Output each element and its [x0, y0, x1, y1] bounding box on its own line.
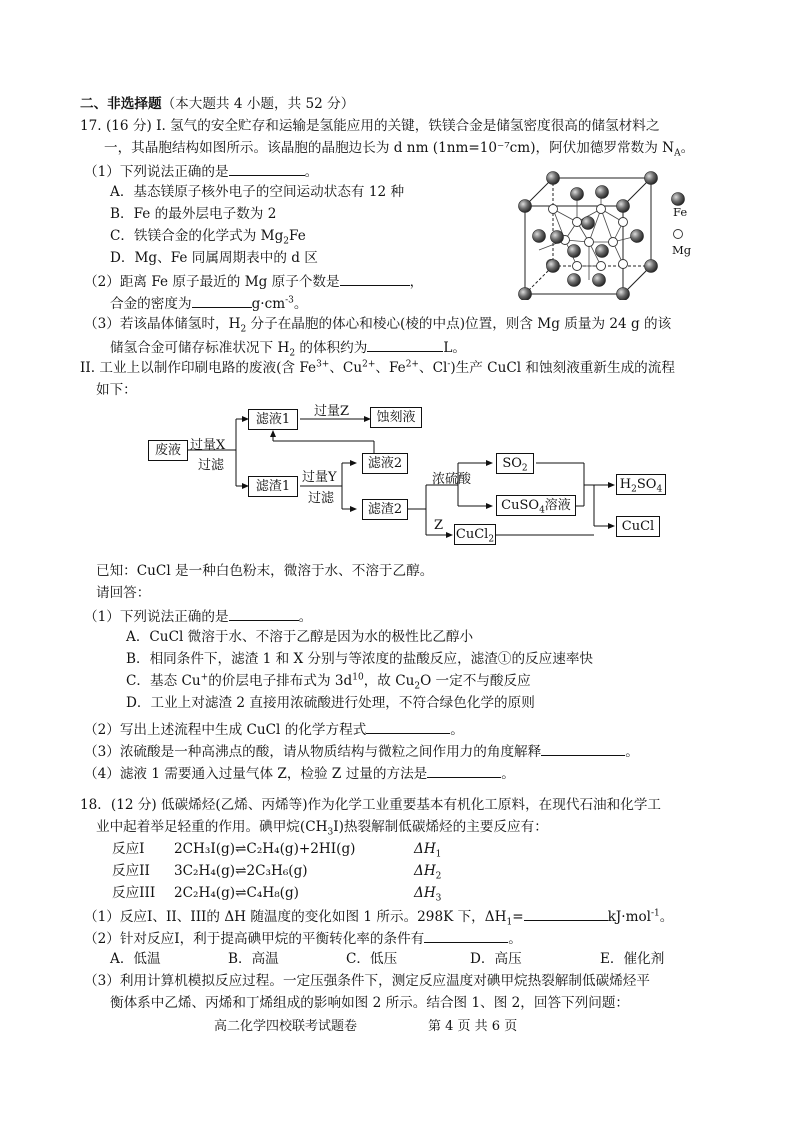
q18-part3-line1: （3）利用计算机模拟反应过程。一定压强条件下，测定反应温度对碘甲烷热裂解制低碳烯烃平 [84, 973, 650, 989]
q17-ii-option-d: D．工业上对滤渣 2 直接用浓硫酸进行处理，不符合绿色化学的原则 [126, 695, 535, 711]
q17-p2-end: ， [409, 274, 424, 290]
q17-part2 [84, 271, 423, 291]
flow-label-filter1: 过滤 [198, 458, 225, 473]
ii-p3-end: 。 [625, 744, 639, 760]
q17-p2b-unit: g·cm [251, 296, 286, 312]
q17-intro2-text: 一，其晶胞结构如图所示。该晶胞的晶胞边长为 d nm (1nm=10⁻⁷cm)，阿伏加德罗常数为 N [104, 140, 675, 156]
flow-box-residue1: 滤渣1 [248, 476, 298, 497]
q17-p3b-mid: 的体积约为 [295, 340, 368, 356]
q17-intro-line1: 17. (16 分) I. 氢气的安全贮存和运输是氢能应用的关键，铁镁合金是储氢密度很高的储氢材料之 [80, 118, 660, 134]
q18-intro2b: I)热裂解制低碳烯烃的主要反应有： [333, 819, 548, 835]
answer-blank [524, 906, 608, 921]
q18-choice-e: E．催化剂 [600, 951, 665, 967]
q18-intro-line1: 18．(12 分) 低碳烯烃(乙烯、丙烯等)作为化学工业重要基本有机化工原料，在现代石油和化学工 [80, 797, 662, 813]
q17-known-note: 已知：CuCl 是一种白色粉末，微溶于水、不溶于乙醇。 [96, 563, 434, 579]
q17-ii-option-b: B．相同条件下，滤渣 1 和 X 分别与等浓度的盐酸反应，滤渣①的反应速率快 [126, 651, 594, 667]
q17-part-ii-line2: 如下： [96, 382, 137, 398]
ii-text-c: 、Fe [375, 360, 406, 376]
q18-p1-unit: kJ·mol [607, 909, 652, 925]
answer-blank [424, 928, 508, 943]
ii-c-sup2: 10 [352, 672, 364, 683]
q18-part3-line2: 衡体系中乙烯、丙烯和丁烯组成的影响如图 2 所示。结合图 1、图 2，回答下列问题： [110, 995, 630, 1011]
ii-text-e: )生产 CuCl 和蚀刻液重新生成的流程 [450, 360, 675, 376]
flow-box-etchant: 蚀刻液 [370, 407, 422, 428]
ii-p2-end: 。 [450, 722, 464, 738]
q17-p3a-end: 分子在晶胞的体心和棱心(棱的中点)位置，则含 Mg 质量为 24 g 的该 [246, 316, 672, 332]
q17-p3b-text: 储氢合金可储存标准状况下 H [110, 340, 290, 356]
q17-intro2-end: 。 [680, 140, 695, 156]
ii-p1-text: （1）下列说法正确的是 [84, 609, 229, 625]
legend-fe-label: Fe [673, 205, 688, 219]
q18-choice-b: B．高温 [228, 951, 279, 967]
q18-intro-line2 [96, 818, 548, 836]
q17-ii-part1 [84, 606, 312, 626]
q17-intro-line2 [104, 139, 694, 157]
q18-p1a: （1）反应I、II、III的 ΔH 随温度的变化如图 1 所示。298K 下，ΔH [84, 909, 507, 925]
answer-blank [367, 337, 443, 352]
ii-c-sup1: + [200, 672, 209, 683]
ii-c2: 的价层电子排布式为 3d [208, 673, 353, 689]
q17-part3a [84, 315, 671, 333]
answer-blank [229, 161, 305, 176]
q17-p2b-sup: -3 [285, 295, 294, 306]
legend-mg-label: Mg [672, 243, 692, 257]
reaction-2-equation: 3C₂H₄(g)⇌2C₃H₆(g) [174, 863, 308, 879]
answer-blank [427, 763, 501, 778]
footer-title: 高二化学四校联考试题卷 [214, 1019, 358, 1034]
reaction-1-equation: 2CH₃I(g)⇌C₂H₄(g)+2HI(g) [174, 841, 356, 857]
flow-label-conc-acid: 浓硫酸 [432, 472, 472, 487]
section-title: 二、非选择题 [80, 96, 162, 112]
ii-c1: C．基态 Cu [126, 673, 201, 689]
q18-p1-end: 。 [659, 909, 674, 925]
h2so4-so: SO [636, 477, 657, 492]
flow-label-excess-y: 过量Y [302, 470, 337, 485]
reaction-2-label: 反应II [112, 863, 150, 879]
flow-box-cucl2 [454, 524, 496, 545]
reaction-3-label: 反应III [112, 885, 156, 901]
ii-text-d: 、Cl [418, 360, 448, 376]
reaction-2-dh [414, 862, 441, 880]
flow-box-filtrate2: 滤液2 [362, 453, 408, 474]
r2-dh-text: ΔH [414, 863, 436, 879]
r1-dh-text: ΔH [414, 841, 436, 857]
cuso4-text: CuSO [501, 498, 540, 513]
r3-dh-sub: 3 [435, 893, 442, 904]
r2-dh-sub: 2 [435, 871, 442, 882]
q18-p1-sub: 1 [506, 917, 513, 928]
q18-p2-end: 。 [508, 931, 522, 947]
flow-box-so2 [496, 453, 534, 474]
q17-part3b [110, 337, 466, 357]
ii-sup4: - [447, 359, 451, 370]
mg-legend-icon [674, 230, 683, 239]
q17-option-a: A．基态镁原子核外电子的空间运动状态有 12 种 [110, 184, 405, 200]
reaction-3-equation: 2C₂H₄(g)⇌C₄H₈(g) [174, 885, 299, 901]
r3-dh-text: ΔH [414, 885, 436, 901]
h2so4-sub2: 4 [656, 484, 663, 495]
ii-text-a: II. 工业上以制作印刷电路的废液(含 Fe [80, 360, 317, 376]
ii-c-sub: 2 [414, 681, 421, 692]
q18-p1-sup: -1 [651, 908, 660, 919]
q17-optc-text: C．铁镁合金的化学式为 Mg [110, 228, 284, 244]
q17-ii-option-a: A．CuCl 微溶于水、不溶于乙醇是因为水的极性比乙醇小 [126, 629, 474, 645]
q18-choice-a: A．低温 [110, 951, 161, 967]
r1-dh-sub: 1 [435, 849, 442, 860]
ii-p2-text: （2）写出上述流程中生成 CuCl 的化学方程式 [84, 722, 367, 738]
ii-p4-text: （4）滤液 1 需要通入过量气体 Z，检验 Z 过量的方法是 [84, 766, 428, 782]
answer-blank [229, 606, 299, 621]
answer-blank [366, 719, 450, 734]
q17-ii-part4 [84, 763, 515, 783]
flow-label-excess-z: 过量Z [314, 404, 350, 419]
q17-option-d: D．Mg、Fe 同属周期表中的 d 区 [110, 250, 318, 266]
ii-sup3: 2+ [405, 359, 419, 370]
reaction-1-dh [414, 840, 441, 858]
ii-sup2: 2+ [362, 359, 376, 370]
flow-label-filter2: 过滤 [308, 491, 335, 506]
q18-intro2a: 业中起着举足轻重的作用。碘甲烷(CH [96, 819, 328, 835]
reaction-1-label: 反应I [112, 841, 145, 857]
q17-answer-prompt: 请回答： [96, 585, 151, 601]
answer-blank [192, 293, 252, 308]
h2so4-sub1: 2 [631, 484, 637, 495]
q17-p1-text: （1）下列说法正确的是 [84, 164, 229, 180]
q18-part2 [84, 928, 522, 948]
so2-sub: 2 [521, 463, 528, 474]
crystal-cell-diagram [515, 164, 725, 300]
q17-optc-end: Fe [289, 228, 306, 244]
flow-box-cuso4 [496, 495, 576, 516]
q17-part1 [84, 161, 318, 181]
q18-part1 [84, 906, 673, 926]
ii-c3: ，故 Cu [363, 673, 415, 689]
ii-c4: O 一定不与酸反应 [420, 673, 531, 689]
flow-box-residue2: 滤渣2 [362, 499, 408, 520]
q17-ii-part2 [84, 719, 464, 739]
q17-ii-option-c [126, 672, 531, 690]
answer-blank [541, 741, 625, 756]
cuso4-sub: 4 [539, 505, 545, 516]
q17-ii-part3 [84, 741, 639, 761]
q17-p3b-end: L。 [443, 340, 466, 356]
q17-part2b [110, 293, 307, 313]
q18-intro2-sub: 3 [327, 827, 334, 838]
cucl2-text: CuCl [455, 527, 489, 542]
q17-p3b-sub: 2 [289, 348, 296, 359]
q17-option-b: B．Fe 的最外层电子数为 2 [110, 206, 277, 222]
ii-sup1: 3+ [316, 359, 330, 370]
ii-p3-text: （3）浓硫酸是一种高沸点的酸，请从物质结构与微粒之间作用力的角度解释 [84, 744, 542, 760]
answer-blank [340, 271, 410, 286]
q17-p2-text: （2）距离 Fe 原子最近的 Mg 原子个数是 [84, 274, 340, 290]
flow-box-waste: 废液 [148, 440, 188, 461]
flow-box-h2so4 [616, 474, 666, 495]
cucl2-sub: 2 [488, 534, 495, 545]
reaction-3-dh [414, 884, 441, 902]
so2-text: SO [502, 456, 522, 471]
q18-choice-c: C．低压 [346, 951, 398, 967]
q18-p1b: = [512, 909, 524, 925]
cuso4-end: 溶液 [544, 498, 571, 513]
section-note: （本大题共 4 小题，共 52 分） [161, 96, 355, 112]
q18-choice-d: D．高压 [470, 951, 522, 967]
q17-option-c [110, 227, 306, 245]
q17-p3a-sub: 2 [240, 324, 247, 335]
flow-label-z: Z [434, 518, 444, 533]
footer-page-number: 第 4 页 共 6 页 [428, 1019, 518, 1034]
q17-p3a-text: （3）若该晶体储氢时，H [84, 316, 241, 332]
q17-optc-sub: 2 [283, 236, 290, 247]
ii-p4-end: 。 [501, 766, 515, 782]
h2so4-h: H [619, 477, 632, 492]
q17-p2b-text: 合金的密度为 [110, 296, 192, 312]
flow-box-cucl: CuCl [616, 516, 660, 537]
flow-box-filtrate1: 滤液1 [248, 409, 298, 430]
q17-p1-end: 。 [304, 164, 319, 180]
q17-p2b-end: 。 [293, 296, 308, 312]
ii-p1-end: 。 [298, 609, 313, 625]
q17-part-ii-line1 [80, 359, 675, 377]
q17-intro2-sub: A [674, 148, 681, 159]
ii-text-b: 、Cu [329, 360, 363, 376]
section-heading [80, 95, 354, 113]
flow-label-excess-x: 过量X [190, 438, 226, 453]
q18-p2-text: （2）针对反应I，利于提高碘甲烷的平衡转化率的条件有 [84, 931, 425, 947]
